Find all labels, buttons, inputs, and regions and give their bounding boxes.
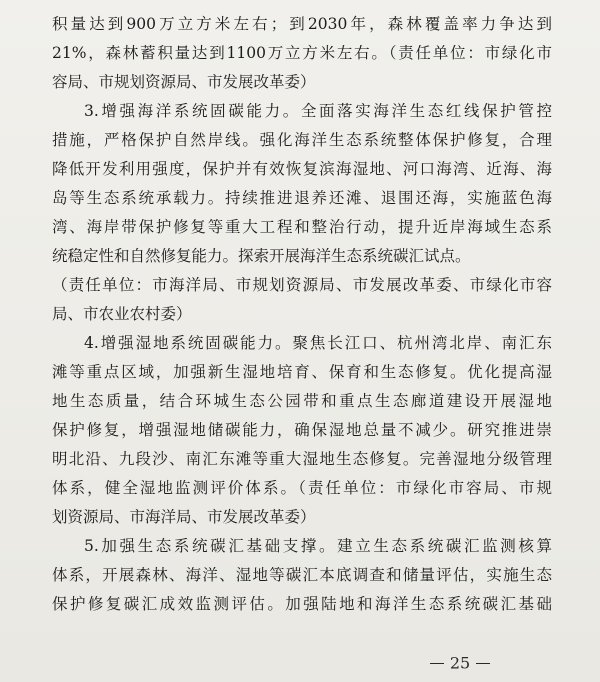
text-line: 积量达到900万立方米左右；到2030年，森林覆盖率力争达到 — [52, 15, 552, 33]
text-line: 容局、市规划资源局、市发展改革委） — [52, 73, 316, 91]
text-line: 体系，开展森林、海洋、湿地等碳汇本底调查和储量评估，实施生态 — [52, 566, 552, 584]
text-line: 局、市农业农村委） — [52, 305, 192, 323]
text-line: （责任单位：市海洋局、市规划资源局、市发展改革委、市绿化市容 — [52, 276, 552, 294]
section-heading-wetland: 4.增强湿地系统固碳能力。聚焦长江口、杭州湾北岸、南汇东 — [84, 334, 552, 352]
section-heading-carbon-sink: 5.加强生态系统碳汇基础支撑。建立生态系统碳汇监测核算 — [84, 537, 552, 555]
text-line: 地生态质量，结合环城生态公园带和重点生态廊道建设开展湿地 — [52, 392, 552, 410]
page-number-dash-left — [430, 663, 444, 664]
text-line: 保护修复碳汇成效监测评估。加强陆地和海洋生态系统碳汇基础 — [52, 595, 552, 613]
text-line: 划资源局、市海洋局、市发展改革委） — [52, 508, 316, 526]
text-line: 降低开发利用强度，保护并有效恢复滨海湿地、河口海湾、近海、海 — [52, 160, 552, 178]
page-number-dash-right — [476, 663, 490, 664]
page-number — [420, 653, 500, 674]
text-line: 明北沿、九段沙、南汇东滩等重大湿地生态修复。完善湿地分级管理 — [52, 450, 552, 468]
text-line: 保护修复，增强湿地储碳能力，确保湿地总量不减少。研究推进崇 — [52, 421, 552, 439]
text-line: 湾、海岸带保护修复等重大工程和整治行动，提升近岸海域生态系 — [52, 218, 552, 236]
text-line: 统稳定性和自然修复能力。探索开展海洋生态系统碳汇试点。 — [52, 247, 471, 265]
section-heading-marine: 3.增强海洋系统固碳能力。全面落实海洋生态红线保护管控 — [84, 102, 552, 120]
text-line: 措施，严格保护自然岸线。强化海洋生态系统整体保护修复，合理 — [52, 131, 552, 149]
text-line: 滩等重点区域，加强新生湿地培育、保育和生态修复。优化提高湿 — [52, 363, 552, 381]
text-line: 岛等生态系统承载力。持续推进退养还滩、退围还海，实施蓝色海 — [52, 189, 552, 207]
page-number-value: 25 — [449, 653, 471, 673]
text-line: 体系，健全湿地监测评价体系。（责任单位：市绿化市容局、市规 — [52, 479, 552, 497]
text-line: 21%，森林蓄积量达到1100万立方米左右。（责任单位：市绿化市 — [52, 44, 552, 62]
